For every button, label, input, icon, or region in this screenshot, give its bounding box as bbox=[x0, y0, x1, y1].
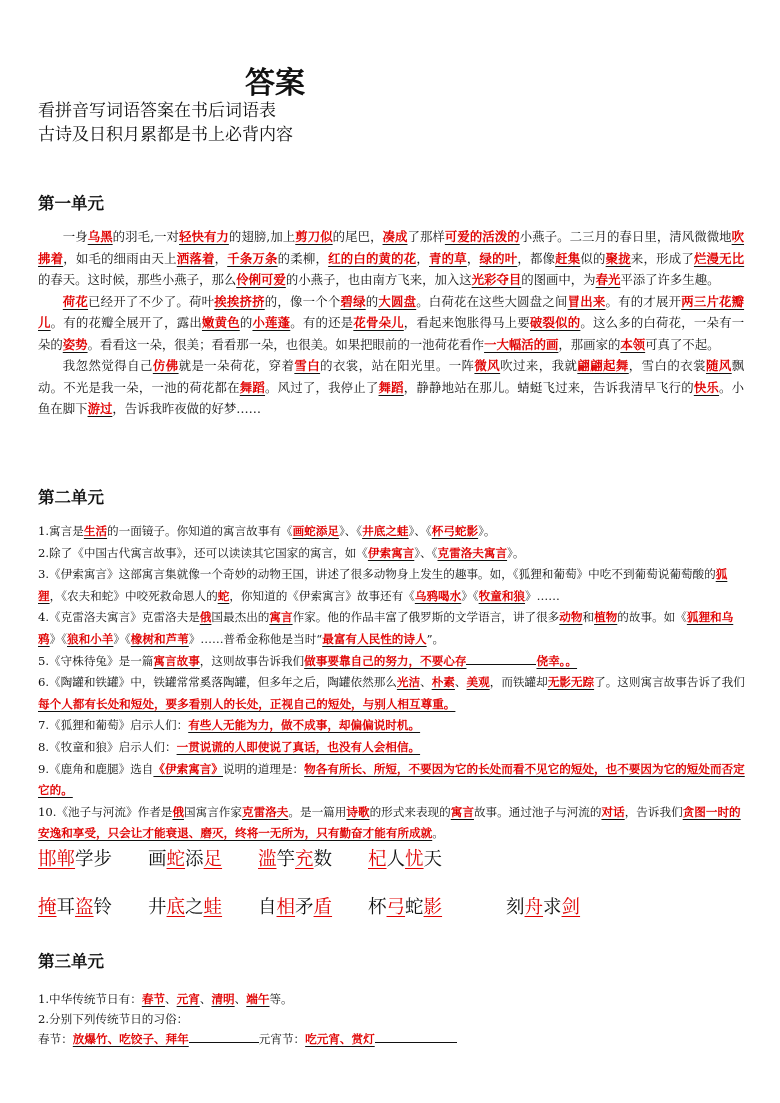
answer-text: 清明 bbox=[211, 992, 235, 1006]
question-text: 》、《 bbox=[338, 524, 363, 538]
question-text: 了。这则寓言故事告诉了我们 bbox=[594, 675, 745, 690]
question-text: 的 bbox=[365, 293, 379, 309]
question-text: 已经开了不少了。荷叶 bbox=[88, 293, 215, 309]
question-text: 2.除了《中国古代寓言故事》，还可以读读其它国家的寓言，如《 bbox=[38, 545, 368, 560]
answer-text: 花骨朵儿 bbox=[353, 315, 404, 330]
question-text: 。白荷花在这些大圆盘之间 bbox=[416, 293, 568, 309]
question-text: 。小鱼在脚下 bbox=[38, 379, 745, 416]
answer-text: 轻快有力 bbox=[179, 229, 229, 244]
unit1-paragraph bbox=[38, 291, 744, 356]
question-text: 1.寓言是 bbox=[38, 524, 84, 538]
question-text: 故事。通过池子与河流的 bbox=[473, 804, 602, 819]
answer-text: 最富有人民性的诗人 bbox=[322, 631, 427, 646]
idiom-char: 盾 bbox=[313, 897, 333, 918]
answer-text: 游过 bbox=[87, 401, 113, 416]
question-text: 作家。他的作品丰富了俄罗斯的文学语言，讲了很多 bbox=[292, 610, 560, 625]
answer-text: 植物 bbox=[594, 610, 618, 625]
idiom-char: 数 bbox=[313, 849, 333, 870]
question-text: 9.《鹿角和鹿腿》选自 bbox=[38, 761, 154, 776]
question-text: 。风过了，我停止了 bbox=[265, 379, 379, 395]
question-text: 似的 bbox=[580, 250, 606, 266]
question-text: 的羽毛,一对 bbox=[112, 229, 180, 244]
idiom-char: 足 bbox=[203, 849, 223, 870]
unit3-question bbox=[38, 990, 750, 1010]
answer-text: 光洁 bbox=[396, 675, 421, 690]
question-text: 的故事。如《 bbox=[617, 610, 687, 625]
idiom-char: 学 bbox=[75, 849, 94, 870]
answer-text: 克雷洛夫 bbox=[241, 804, 289, 819]
answer-text: 翩翩起舞 bbox=[577, 358, 629, 373]
unit2-question bbox=[38, 521, 750, 543]
question-text: 6.《陶罐和铁罐》中，铁罐常常奚落陶罐，但多年之后，陶罐依然那么 bbox=[38, 675, 397, 690]
question-text: 》、《 bbox=[408, 524, 432, 538]
page-title: 答案 bbox=[245, 66, 305, 101]
answer-text: 美观 bbox=[466, 675, 490, 690]
answer-text: 贪图一时的安逸和享受，只会让才能衰退、磨灭，终将一无所为，只有勤奋才能有所成就 bbox=[38, 804, 741, 841]
question-text: 》…… bbox=[525, 588, 560, 603]
idiom-char: 竽 bbox=[276, 849, 296, 870]
unit2-question bbox=[38, 543, 750, 565]
idiom-char: 天 bbox=[423, 849, 443, 870]
idiom bbox=[368, 845, 442, 871]
question-text: ， bbox=[214, 250, 228, 266]
answer-text: 乌鸦喝水 bbox=[414, 588, 462, 603]
idiom-char: 求 bbox=[543, 897, 562, 918]
idiom-char: 矛 bbox=[295, 897, 314, 918]
unit2-question bbox=[38, 715, 750, 737]
idiom-char: 步 bbox=[93, 849, 113, 870]
question-text: 。有的花瓣全展开了，露出 bbox=[50, 315, 202, 330]
idiom-char: 自 bbox=[258, 897, 277, 918]
answer-text: 每个人都有长处和短处，要多看别人的长处，正视自己的短处，与别人相互尊重。 bbox=[38, 696, 456, 711]
idiom-char: 杯 bbox=[368, 897, 387, 918]
idiom bbox=[506, 893, 580, 919]
question-text: 的衣裳，站在阳光里。一阵 bbox=[320, 358, 475, 373]
question-text: 的春天。这时候，那些小燕子，那么 bbox=[38, 272, 237, 287]
answer-text: 本领 bbox=[620, 336, 646, 352]
answer-text: 一大幅活的画 bbox=[484, 336, 559, 352]
answer-text: 生活 bbox=[83, 524, 108, 538]
question-text: ，《农夫和蛇》中咬死救命恩人的 bbox=[49, 588, 218, 603]
question-text: ，都像 bbox=[517, 250, 556, 266]
unit2-question bbox=[38, 607, 750, 650]
question-text: ， bbox=[466, 250, 480, 266]
idiom-char: 剑 bbox=[561, 897, 581, 918]
answer-text: 破裂似的 bbox=[529, 315, 581, 330]
question-text: 的图画中，为 bbox=[521, 272, 596, 287]
answer-text: 有些人无能为力，做不成事，却偏偏说时机。 bbox=[188, 718, 421, 733]
question-text: 、 bbox=[420, 675, 432, 690]
idiom bbox=[148, 845, 222, 871]
answer-text: 绿的叶 bbox=[479, 250, 518, 266]
question-text: 的柔柳， bbox=[277, 250, 329, 266]
answer-text: 快乐 bbox=[693, 379, 720, 395]
answer-text: 赶集 bbox=[555, 250, 581, 266]
question-text: 。有的还是 bbox=[290, 315, 354, 330]
answer-text: 凑成 bbox=[382, 229, 408, 244]
unit2-question bbox=[38, 564, 750, 607]
answer-text: 大圆盘 bbox=[378, 293, 417, 309]
idiom bbox=[38, 893, 112, 919]
answer-text: 克雷洛夫寓言 bbox=[437, 545, 508, 560]
answer-text: 春光 bbox=[595, 272, 621, 287]
question-text: 国寓言作家 bbox=[184, 804, 242, 819]
answer-text: 诗歌 bbox=[346, 804, 370, 819]
answer-text: 光彩夺目 bbox=[471, 272, 522, 287]
idiom bbox=[148, 893, 222, 919]
unit1-passage bbox=[38, 226, 744, 420]
question-text: 7.《狐狸和葡萄》启示人们： bbox=[38, 718, 189, 733]
idiom bbox=[368, 893, 442, 919]
answer-blank bbox=[466, 651, 536, 665]
question-text: ， bbox=[416, 250, 430, 266]
idiom-char: 滥 bbox=[258, 849, 277, 870]
question-text: 。看看这一朵，很美；看看那一朵，也很美。如果把眼前的一池荷花看作 bbox=[87, 336, 485, 352]
question-text: 8.《牧童和狼》启示人们： bbox=[38, 739, 177, 754]
idiom-char: 影 bbox=[423, 897, 443, 918]
answer-text: 一贯说谎的人即使说了真话，也没有人会相信。 bbox=[176, 739, 421, 754]
unit3-heading: 第三单元 bbox=[38, 952, 104, 971]
idiom-char: 相 bbox=[276, 897, 296, 918]
answer-text: 伊索寓言 bbox=[367, 545, 415, 560]
question-text: ，而铁罐却 bbox=[489, 675, 548, 690]
answer-text: 红的白的黄的花 bbox=[328, 250, 417, 266]
question-text: 小燕子。二三月的春日里，清风微微地 bbox=[519, 229, 732, 244]
question-text: 4.《克雷洛夫寓言》克雷洛夫是 bbox=[38, 610, 200, 625]
idiom-char: 弓 bbox=[386, 897, 406, 918]
unit2-question bbox=[38, 759, 750, 802]
question-text: 的尾巴， bbox=[332, 229, 383, 244]
unit3-question bbox=[38, 1029, 750, 1050]
question-text: 一身 bbox=[62, 229, 88, 244]
idiom bbox=[258, 893, 332, 919]
unit3-questions bbox=[38, 990, 750, 1050]
idiom-char: 铃 bbox=[93, 897, 113, 918]
unit1-paragraph bbox=[38, 355, 744, 420]
answer-blank bbox=[189, 1029, 259, 1043]
idiom-char: 充 bbox=[295, 849, 314, 870]
answer-text: 狐狸和乌鸦 bbox=[38, 610, 734, 646]
answer-text: 青的草 bbox=[429, 250, 467, 266]
question-text: 就是一朵荷花，穿着 bbox=[178, 358, 295, 373]
question-text: 3.《伊索寓言》这部寓言集就像一个奇妙的动物王国，讲述了很多动物身上发生的趣事。如，《狐狸和葡萄》中吃不到葡萄说葡萄酸的 bbox=[38, 567, 716, 582]
idiom-char: 掩 bbox=[38, 897, 57, 918]
question-text: 2.分别下列传统节日的习俗： bbox=[38, 1011, 189, 1026]
question-text: ，雪白的衣裳 bbox=[628, 358, 706, 373]
answer-text: 对话 bbox=[601, 804, 625, 819]
answer-text: 姿势 bbox=[62, 336, 88, 352]
unit2-heading: 第二单元 bbox=[38, 488, 104, 507]
answer-text: 碧绿 bbox=[340, 293, 366, 309]
answer-text: 俄 bbox=[199, 610, 212, 625]
question-text: 的形式来表现的 bbox=[369, 804, 451, 819]
intro-line-1: 看拼音写词语答案在书后词语表 bbox=[38, 101, 276, 121]
idiom-char: 蛙 bbox=[203, 897, 223, 918]
question-text: ，如毛的细雨由天上 bbox=[63, 250, 177, 266]
answer-text: 舞蹈 bbox=[378, 379, 404, 395]
answer-text: 动物 bbox=[559, 610, 583, 625]
question-text: 》、《 bbox=[414, 545, 438, 560]
unit1-paragraph bbox=[38, 226, 744, 291]
answer-text: 俄 bbox=[172, 804, 184, 819]
answer-text: 可爱的活泼的 bbox=[444, 229, 520, 244]
idiom-char: 井 bbox=[148, 897, 167, 918]
answer-text: 寓言 bbox=[269, 610, 293, 625]
question-text: 和 bbox=[582, 610, 595, 625]
question-text: 的翅膀,加上 bbox=[228, 229, 296, 244]
answer-text: 狐狸 bbox=[38, 567, 728, 603]
unit2-question bbox=[38, 802, 750, 845]
question-text: 飘动。不光是我一朵，一池的荷花都在 bbox=[38, 358, 745, 395]
answer-text: 吃元宵、赏灯 bbox=[305, 1032, 375, 1046]
answer-text: 乌黑 bbox=[87, 229, 113, 244]
answer-text: 《伊索寓言》 bbox=[153, 761, 223, 776]
question-text: 1.中华传统节日有： bbox=[38, 992, 142, 1006]
answer-text: 嫩黄色 bbox=[201, 315, 240, 330]
question-text: ，你知道的《伊索寓言》故事还有《 bbox=[229, 588, 415, 603]
question-text: 平添了许多生趣。 bbox=[620, 272, 720, 287]
answer-text: 两三片花瓣儿 bbox=[38, 293, 745, 330]
answer-text: 微风 bbox=[474, 358, 501, 373]
answer-text: 寓言故事 bbox=[153, 653, 200, 668]
question-text: ”。 bbox=[426, 631, 445, 646]
question-text: 元宵节： bbox=[258, 1032, 306, 1046]
question-text: 》……普希金称他是当时“ bbox=[188, 631, 323, 646]
question-text: 、 bbox=[234, 992, 247, 1006]
idiom-char: 邯 bbox=[38, 849, 57, 870]
idiom-char: 蛇 bbox=[166, 849, 186, 870]
answer-text: 狼和小羊 bbox=[67, 631, 114, 646]
answer-text: 朴素 bbox=[431, 675, 455, 690]
question-text: ，告诉我昨夜做的好梦…… bbox=[112, 401, 262, 416]
answer-text: 端午 bbox=[246, 992, 270, 1006]
idiom-char: 画 bbox=[148, 849, 167, 870]
answer-text: 画蛇添足 bbox=[292, 524, 339, 538]
question-text: 5.《守株待兔》是一篇 bbox=[38, 653, 154, 668]
question-text: ，告诉我们 bbox=[624, 804, 683, 819]
idiom-char: 郸 bbox=[56, 849, 76, 870]
question-text: 。有的才展开 bbox=[605, 293, 682, 309]
idiom-char: 蛇 bbox=[405, 897, 424, 918]
answer-text: 侥幸。。 bbox=[536, 653, 578, 668]
question-text: 的小燕子，也由南方飞来，加入这 bbox=[285, 272, 472, 287]
answer-text: 聚拢 bbox=[605, 250, 631, 266]
question-text: 》。 bbox=[478, 524, 496, 538]
question-text: 、 bbox=[165, 992, 177, 1006]
idiom-char: 忧 bbox=[405, 849, 424, 870]
unit2-question bbox=[38, 672, 750, 715]
idiom-char: 人 bbox=[386, 849, 406, 870]
question-text: 的一面镜子。你知道的寓言故事有《 bbox=[107, 524, 293, 538]
answer-text: 物各有所长、所短，不要因为它的长处而看不见它的短处，也不要因为它的短处而否定它的。 bbox=[38, 761, 745, 798]
idiom-char: 刻 bbox=[506, 897, 525, 918]
question-text: 》。 bbox=[507, 545, 525, 560]
answer-text: 伶俐可爱 bbox=[236, 272, 286, 287]
unit3-question bbox=[38, 1010, 750, 1030]
answer-text: 冒出来 bbox=[567, 293, 606, 309]
idiom-char: 舟 bbox=[524, 897, 544, 918]
question-text: 。这么多的白荷花，一朵有一朵的 bbox=[38, 315, 745, 352]
idiom-char: 底 bbox=[166, 897, 186, 918]
question-text: ，看起来饱胀得马上要 bbox=[403, 315, 530, 330]
answer-text: 洒落着 bbox=[176, 250, 215, 266]
unit1-heading: 第一单元 bbox=[38, 194, 104, 213]
answer-text: 舞蹈 bbox=[239, 379, 266, 395]
question-text: 、 bbox=[454, 675, 467, 690]
idiom-char: 杞 bbox=[368, 849, 387, 870]
unit2-questions bbox=[38, 521, 750, 845]
idiom-char: 耳 bbox=[56, 897, 76, 918]
question-text: ，这则故事告诉我们 bbox=[199, 653, 305, 668]
idiom-char: 盗 bbox=[75, 897, 94, 918]
answer-text: 吹拂着 bbox=[38, 229, 745, 266]
question-text: 等。 bbox=[269, 992, 293, 1006]
answer-text: 放爆竹、吃饺子、拜年 bbox=[72, 1032, 189, 1046]
question-text: 10.《池子与河流》作者是 bbox=[38, 804, 173, 819]
answer-text: 烂漫无比 bbox=[693, 250, 745, 266]
answer-text: 小莲蓬 bbox=[252, 315, 291, 330]
question-text: 国最杰出的 bbox=[211, 610, 270, 625]
answer-text: 牧童和狼 bbox=[478, 588, 526, 603]
answer-text: 杯弓蛇影 bbox=[431, 524, 479, 538]
question-text: 》《 bbox=[113, 631, 131, 646]
idiom bbox=[258, 845, 332, 871]
idiom-char: 添 bbox=[185, 849, 204, 870]
question-text: ，静静地站在那儿。蜻蜓飞过来，告诉我清早飞行的 bbox=[403, 379, 694, 395]
answer-text: 仿佛 bbox=[152, 358, 179, 373]
answer-blank bbox=[375, 1029, 457, 1043]
question-text: 。 bbox=[432, 826, 444, 841]
answer-text: 做事要靠自己的努力，不要心存 bbox=[304, 653, 467, 668]
question-text: 我忽然觉得自己 bbox=[62, 358, 153, 373]
question-text: 说明的道理是： bbox=[222, 761, 305, 776]
question-text: 可真了不起。 bbox=[645, 336, 720, 352]
question-text: 了那样 bbox=[407, 229, 445, 244]
question-text: 春节： bbox=[38, 1032, 73, 1046]
unit2-question bbox=[38, 651, 750, 673]
answer-text: 寓言 bbox=[450, 804, 474, 819]
question-text: 。是一篇用 bbox=[288, 804, 347, 819]
answer-text: 千条万条 bbox=[227, 250, 278, 266]
answer-text: 剪刀似 bbox=[295, 229, 333, 244]
idiom bbox=[38, 845, 112, 871]
answer-text: 雪白 bbox=[294, 358, 321, 373]
question-text: 的 bbox=[239, 315, 253, 330]
question-text: 、 bbox=[199, 992, 212, 1006]
answer-text: 春节 bbox=[141, 992, 166, 1006]
idiom-char: 之 bbox=[185, 897, 204, 918]
answer-text: 荷花 bbox=[62, 293, 89, 309]
question-text: 来，形成了 bbox=[630, 250, 694, 266]
answer-text: 挨挨挤挤 bbox=[214, 293, 265, 309]
question-text: 吹过来，我就 bbox=[500, 358, 578, 373]
answer-text: 随风 bbox=[705, 358, 732, 373]
answer-text: 无影无踪 bbox=[547, 675, 595, 690]
question-text: 》《 bbox=[49, 631, 67, 646]
question-text: ，那画家的 bbox=[558, 336, 621, 352]
question-text: 》《 bbox=[461, 588, 479, 603]
unit2-question bbox=[38, 737, 750, 759]
answer-text: 橡树和芦苇 bbox=[130, 631, 189, 646]
answer-text: 蛇 bbox=[217, 588, 230, 603]
answer-text: 井底之蛙 bbox=[362, 524, 409, 538]
answer-text: 元宵 bbox=[176, 992, 200, 1006]
question-text: 的，像一个个 bbox=[264, 293, 341, 309]
intro-line-2: 古诗及日积月累都是书上必背内容 bbox=[38, 125, 293, 145]
